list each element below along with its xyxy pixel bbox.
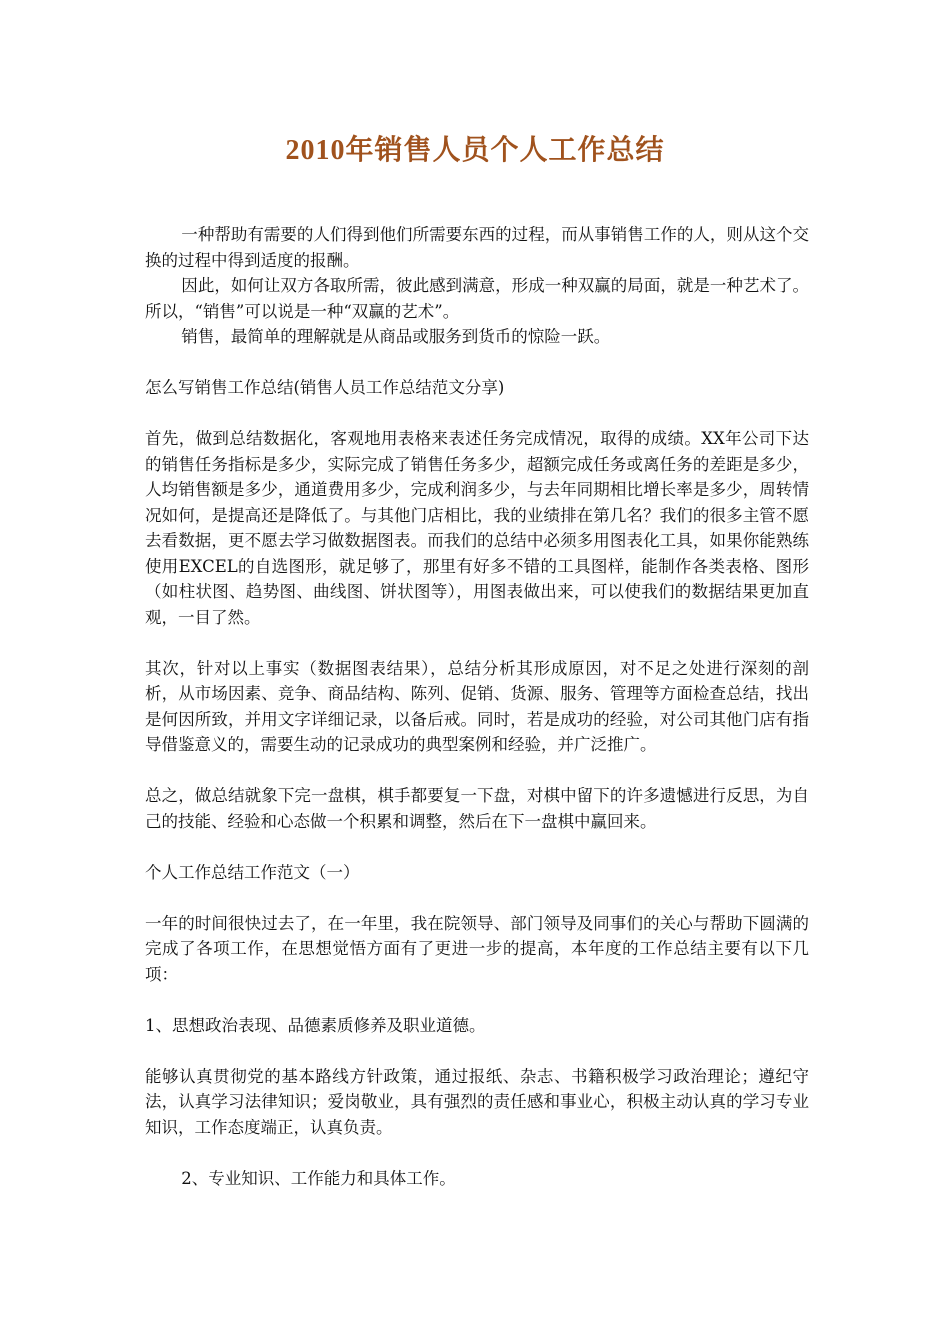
section-heading-sample: 个人工作总结工作范文（一） [145, 862, 360, 882]
item-heading-1: 1、思想政治表现、品德素质修养及职业道德。 [145, 1015, 486, 1035]
document-title: 2010年销售人员个人工作总结 [285, 135, 665, 166]
paragraph-first: 首先，做到总结数据化，客观地用表格来表述任务完成情况，取得的成绩。XX年公司下达的销售任务指标是多少，实际完成了销售任务多少，超额完成任务或离任务的差距是多少，人均销售额是多少，通道费用多少，完成利润多少，与去年同期相比增长率是多少，周转情况如何，是提高还是降低了。与其他门店相比，我的业绩排在第几名？我们的很多主管不愿去看数据，更不愿去学习做数据图表。而我们的总结中必须多用图表化工具，如果你能熟练使用EXCEL的自选图形，就足够了，那里有好多不错的工具图样，能制作各类表格、图形（如柱状图、趋势图、曲线图、饼状图等），用图表做出来，可以使我们的数据结果更加直观，一目了然。 [145, 429, 809, 627]
paragraph-year-summary: 一年的时间很快过去了，在一年里，我在院领导、部门领导及同事们的关心与帮助下圆满的完成了各项工作，在思想觉悟方面有了更进一步的提高，本年度的工作总结主要有以下几项： [145, 913, 809, 984]
section-heading-how-to: 怎么写销售工作总结(销售人员工作总结范文分享) [145, 378, 505, 397]
item-heading-2: 2、专业知识、工作能力和具体工作。 [181, 1168, 456, 1188]
intro-paragraph-2: 因此，如何让双方各取所需，彼此感到满意，形成一种双赢的局面，就是一种艺术了。所以，“销售”可以说是一种“双赢的艺术”。 [145, 276, 809, 321]
document-body [145, 222, 809, 1191]
paragraph-conclusion: 总之，做总结就象下完一盘棋，棋手都要复一下盘，对棋中留下的许多遗憾进行反思，为自己的技能、经验和心态做一个积累和调整，然后在下一盘棋中赢回来。 [145, 786, 809, 831]
paragraph-item-1: 能够认真贯彻党的基本路线方针政策，通过报纸、杂志、书籍积极学习政治理论；遵纪守法，认真学习法律知识；爱岗敬业，具有强烈的责任感和事业心，积极主动认真的学习专业知识，工作态度端正，认真负责。 [145, 1066, 809, 1137]
paragraph-second: 其次，针对以上事实（数据图表结果），总结分析其形成原因，对不足之处进行深刻的剖析，从市场因素、竞争、商品结构、陈列、促销、货源、服务、管理等方面检查总结，找出是何因所致，并用文字详细记录，以备后戒。同时，若是成功的经验，对公司其他门店有指导借鉴意义的，需要生动的记录成功的典型案例和经验，并广泛推广。 [145, 658, 809, 754]
intro-paragraph-3: 销售，最简单的理解就是从商品或服务到货币的惊险一跃。 [181, 327, 611, 346]
intro-paragraph-1: 一种帮助有需要的人们得到他们所需要东西的过程，而从事销售工作的人，则从这个交换的过程中得到适度的报酬。 [145, 225, 809, 270]
